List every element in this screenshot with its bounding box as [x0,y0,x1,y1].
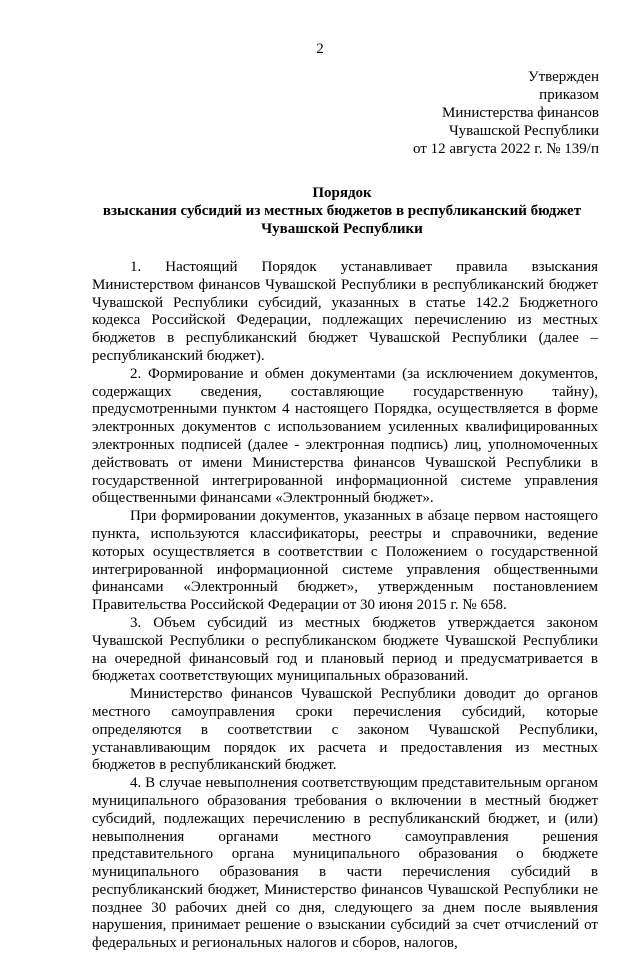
approval-line: от 12 августа 2022 г. № 139/п [412,141,599,157]
title-line: Чувашской Республики [261,221,423,237]
document-body [92,259,598,953]
paragraph: 3. Объем субсидий из местных бюджетов утверждается законом Чувашской Республики о республиканском бюджете Чувашской Республики на очередной финансовый год и плановый период и предусматривается в бюджетах соответствующих муниципальных образований. [92,614,598,685]
title-line: взыскания субсидий из местных бюджетов в республиканский бюджет [102,203,582,219]
paragraph: 2. Формирование и обмен документами (за исключением документов, содержащих сведения, составляющие государственную тайну), предусмотренными пунктом 4 настоящего Порядка, осуществляется в форме электронных документов с использованием усиленных квалифицированных электронных подписей (далее - электронная подпись) лиц, уполномоченных действовать от имени Министерства финансов Чувашской Республики в государственной интегрированной информационной системе управления общественными финансами «Электронный бюджет». [92,365,598,507]
paragraph: 1. Настоящий Порядок устанавливает правила взыскания Министерством финансов Чувашской Республики в республиканский бюджет Чувашской Республики субсидий, указанных в статье 142.2 Бюджетного кодекса Российской Федерации, подлежащих перечислению из местных бюджетов в республиканский бюджет Чувашской Республики (далее – республиканский бюджет). [92,259,598,364]
approval-line: приказом [539,87,599,103]
page-number: 2 [316,41,324,57]
approval-line: Утвержден [527,69,599,85]
approval-stamp [413,68,599,158]
approval-line: Чувашской Республики [448,123,599,139]
title-line: Порядок [312,185,372,201]
paragraph: Министерство финансов Чувашской Республики доводит до органов местного самоуправления сроки перечисления субсидий, которые определяются в соответствии с законом Чувашской Республики, устанавливающим порядок их расчета и предоставления из местных бюджетов в республиканский бюджет. [92,686,598,774]
document-title [0,184,640,238]
approval-line: Министерства финансов [442,105,599,121]
paragraph: При формировании документов, указанных в абзаце первом настоящего пункта, используются классификаторы, реестры и справочники, ведение которых осуществляется в соответствии с Положением о государственной интегрированной информационной системе управления общественными финансами «Электронный бюджет», утвержденным постановлением Правительства Российской Федерации от 30 июня 2015 г. № 658. [92,508,598,614]
paragraph: 4. В случае невыполнения соответствующим представительным органом муниципального образования требования о включении в местный бюджет субсидий, подлежащих перечислению в республиканский бюджет, и (или) невыполнения органами местного самоуправления решения представительного органа муниципального образования о бюджете муниципального образования в части перечисления субсидий в республиканский бюджет, Министерство финансов Чувашской Республики не позднее 30 рабочих дней со дня, следующего за днем после выявления нарушения, принимает решение о взыскании субсидий за счет отчислений от федеральных и региональных налогов и сборов, налогов, [92,775,598,952]
